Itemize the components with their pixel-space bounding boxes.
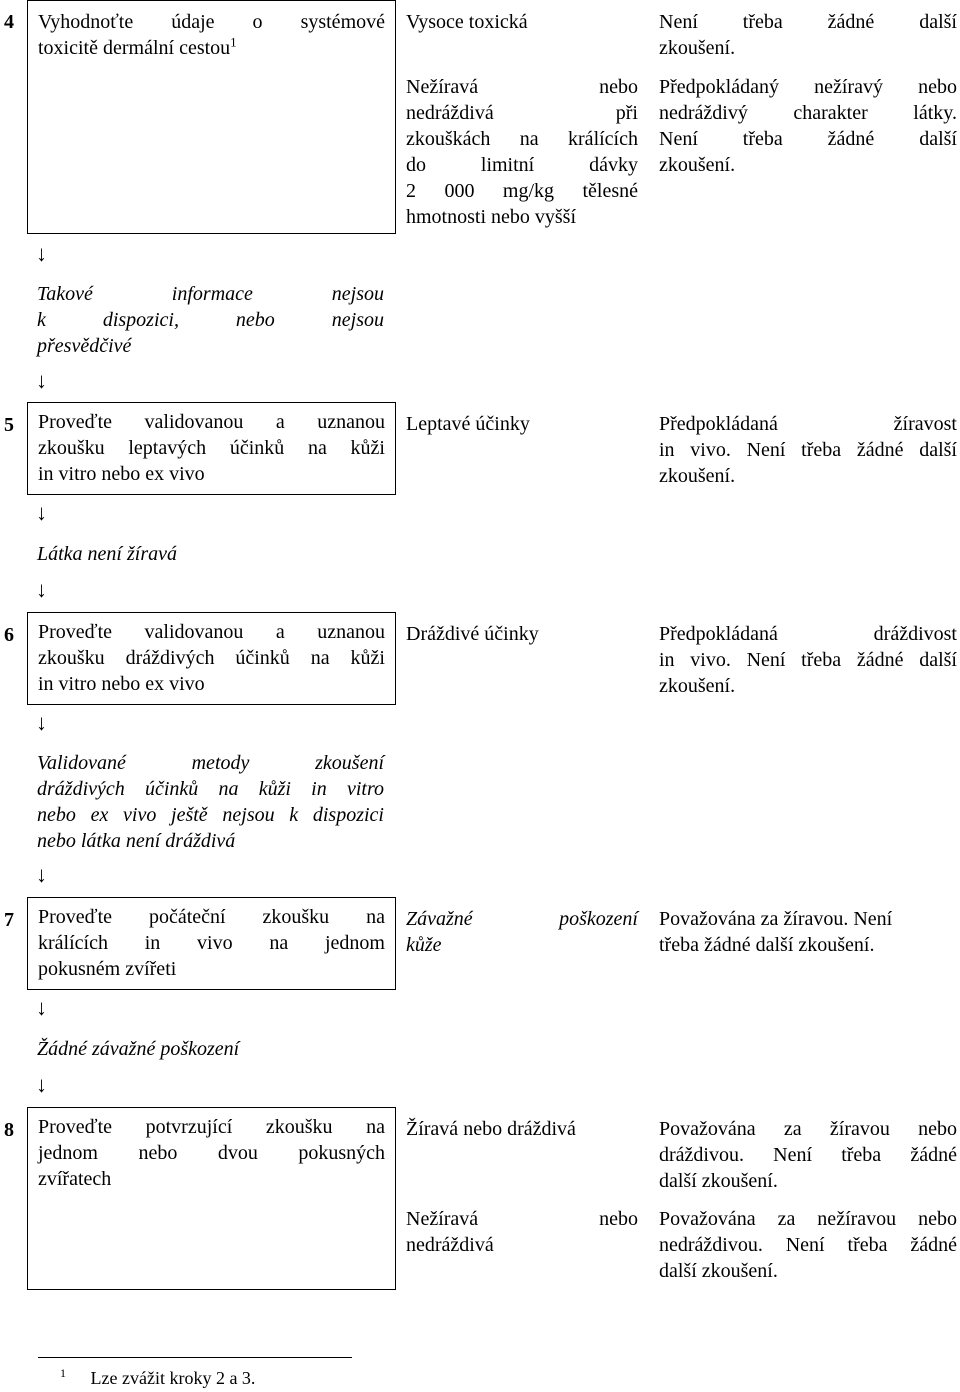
footnote-divider bbox=[38, 1357, 352, 1358]
step-5-condition: Látka není žíravá bbox=[37, 543, 177, 565]
step-8-box bbox=[27, 1107, 396, 1290]
step-7-line-2: králících in vivo na jednom bbox=[38, 932, 385, 954]
down-arrow-icon: ↓ bbox=[36, 710, 47, 735]
step-5-box bbox=[27, 402, 396, 495]
step-5-action: Předpokládaná žíravost in vivo. Není třeba žádné další zkoušení. bbox=[659, 413, 957, 487]
step-number-6: 6 bbox=[4, 624, 14, 646]
step-8-line-3: zvířatech bbox=[38, 1168, 112, 1190]
step-number-8: 8 bbox=[4, 1119, 14, 1141]
step-4-box bbox=[27, 0, 396, 234]
footnote-mark: 1 bbox=[60, 1366, 66, 1380]
footnote-text: Lze zvážit kroky 2 a 3. bbox=[90, 1368, 256, 1388]
step-4-line-2: toxicitě dermální cestou$^1$ bbox=[38, 34, 237, 59]
step-number-7: 7 bbox=[4, 909, 14, 931]
step-5-line-3: in vitro nebo ex vivo bbox=[38, 463, 205, 485]
step-5-result: Leptavé účinky bbox=[406, 413, 530, 435]
step-number-4: 4 bbox=[4, 11, 14, 33]
step-4-action-1: Není třeba žádné další zkoušení. bbox=[659, 11, 957, 59]
step-6-line-3: in vitro nebo ex vivo bbox=[38, 673, 205, 695]
step-6-line-1: Proveďte validovanou a uznanou bbox=[38, 621, 385, 643]
step-number-5: 5 bbox=[4, 414, 14, 436]
step-4-result-1: Vysoce toxická bbox=[406, 11, 528, 33]
step-6-line-2: zkoušku dráždivých účinků na kůži bbox=[38, 647, 385, 669]
step-6-result: Dráždivé účinky bbox=[406, 623, 539, 645]
step-8-action-2: Považována za nežíravou nebo nedráždivou. Není třeba žádné další zkoušení. bbox=[659, 1208, 957, 1282]
step-6-action: Předpokládaná dráždivost in vivo. Není třeba žádné další zkoušení. bbox=[659, 623, 957, 697]
step-7-line-3: pokusném zvířeti bbox=[38, 958, 177, 980]
step-7-result: Závažné poškození kůže bbox=[406, 908, 638, 956]
step-6-condition: Validované metody zkoušení dráždivých účinků na kůži in vitro nebo ex vivo ještě nejsou k dispozici nebo látka není dráždivá bbox=[37, 752, 384, 852]
step-8-action-1: Považována za žíravou nebo dráždivou. Není třeba žádné další zkoušení. bbox=[659, 1118, 957, 1192]
footnote bbox=[60, 1366, 255, 1390]
step-8-result-2: Nežíravá nebo nedráždivá bbox=[406, 1208, 638, 1256]
step-8-line-1: Proveďte potvrzující zkoušku na bbox=[38, 1116, 385, 1138]
step-4-condition: Takové informace nejsou k dispozici, nebo nejsou přesvědčivé bbox=[37, 283, 384, 357]
down-arrow-icon: ↓ bbox=[36, 862, 47, 887]
step-7-condition: Žádné závažné poškození bbox=[37, 1038, 240, 1060]
footnote-ref: 1 bbox=[230, 34, 237, 50]
step-7-box bbox=[27, 897, 396, 990]
down-arrow-icon: ↓ bbox=[36, 241, 47, 266]
step-7-line-1: Proveďte počáteční zkoušku na bbox=[38, 906, 385, 928]
down-arrow-icon: ↓ bbox=[36, 1072, 47, 1097]
step-8-result-1: Žíravá nebo dráždivá bbox=[406, 1118, 576, 1140]
down-arrow-icon: ↓ bbox=[36, 368, 47, 393]
down-arrow-icon: ↓ bbox=[36, 577, 47, 602]
step-8-line-2: jednom nebo dvou pokusných bbox=[38, 1142, 385, 1164]
step-4-result-2: Nežíravá nebo nedráždivá při zkouškách na králících do limitní dávky 2 000 mg/kg tělesné hmotnosti nebo vyšší bbox=[406, 76, 638, 228]
down-arrow-icon: ↓ bbox=[36, 500, 47, 525]
step-5-line-1: Proveďte validovanou a uznanou bbox=[38, 411, 385, 433]
step-5-line-2: zkoušku leptavých účinků na kůži bbox=[38, 437, 385, 459]
down-arrow-icon: ↓ bbox=[36, 995, 47, 1020]
step-4-action-2: Předpokládaný nežíravý nebo nedráždivý charakter látky. Není třeba žádné další zkoušení. bbox=[659, 76, 957, 176]
step-7-action: Považována za žíravou. Není třeba žádné další zkoušení. bbox=[659, 908, 893, 956]
step-6-box bbox=[27, 612, 396, 705]
step-4-line-1: Vyhodnoťte údaje o systémové bbox=[38, 11, 385, 33]
